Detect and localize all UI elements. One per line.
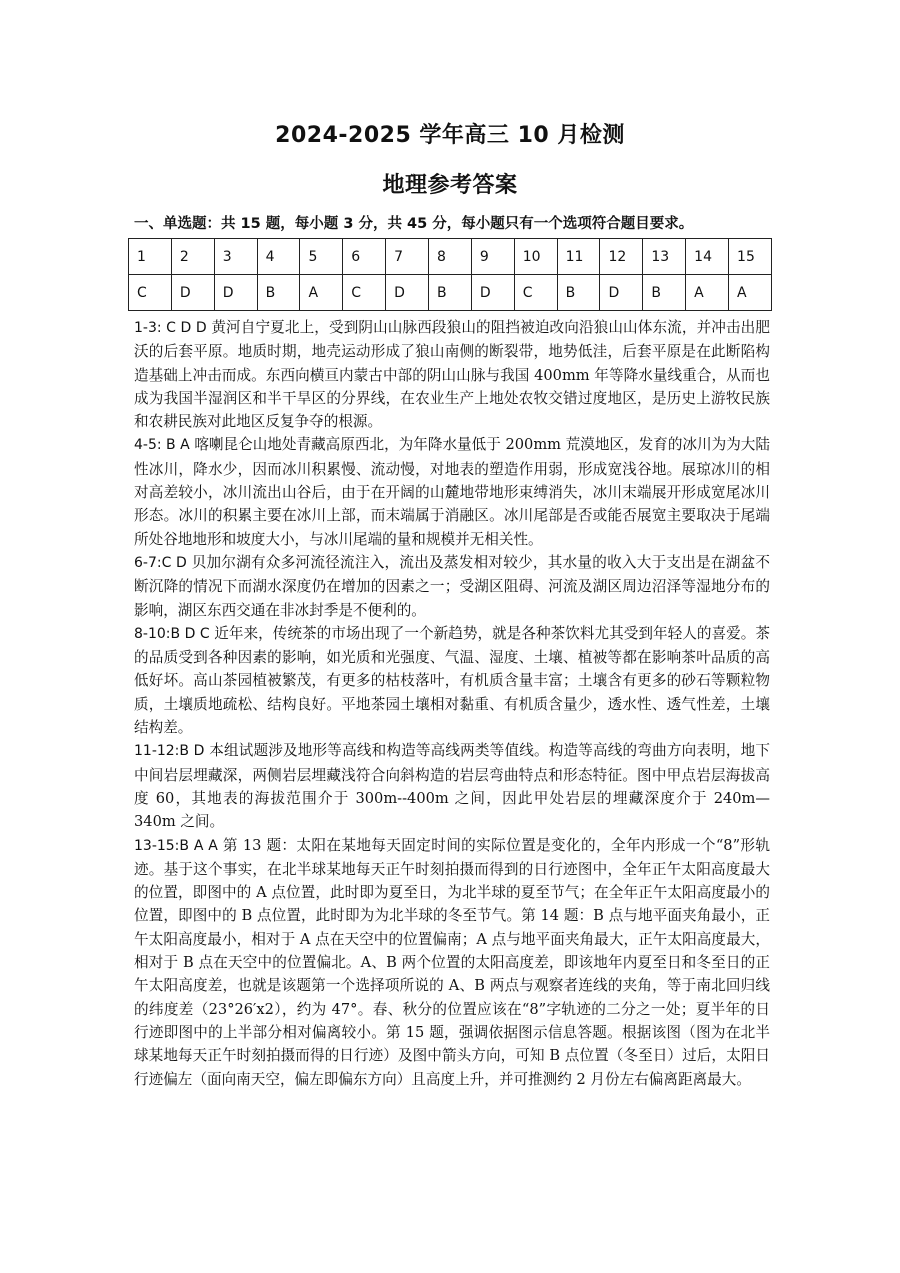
question-number-cell: 11 [557,239,600,275]
section-heading: 一、单选题：共 15 题，每小题 3 分，共 45 分，每小题只有一个选项符合题目要求。 [134,216,694,232]
explanation-text: 本组试题涉及地形等高线和构造等高线两类等值线。构造等高线的弯曲方向表明，地下中间岩层埋藏深，两侧岩层埋藏浅符合向斜构造的岩层弯曲特点和形态特征。图中甲点岩层海拔高度 60，其地表的海拔范围介于 300m--400m 之间，因此甲处岩层的埋藏深度介于 240m—340m 之间。 [134,742,770,831]
document-title: 2024-2025 学年高三 10 月检测 [275,123,625,148]
question-number-cell: 14 [686,239,729,275]
question-number-cell: 12 [600,239,643,275]
answer-cell: D [600,275,643,311]
question-range-label: 1-3: C D D [134,320,207,336]
explanation-paragraph [134,551,770,622]
question-number-cell: 13 [643,239,686,275]
answer-cell: B [429,275,472,311]
question-range-label: 11-12:B D [134,743,205,760]
question-range-label: 13-15:B A A [134,837,218,854]
answer-cell: D [214,275,257,311]
question-range-label: 8-10:B D C [134,625,210,642]
answer-cell: A [686,275,729,311]
explanation-text: 喀喇昆仑山地处青藏高原西北，为年降水量低于 200mm 荒漠地区，发育的冰川为为大陆性冰川，降水少，因而冰川积累慢、流动慢，对地表的塑造作用弱，形成宽浅谷地。展琼冰川的相对高差较小，冰川流出山谷后，由于在开阔的山麓地带地形束缚消失，冰川末端展开形成宽尾冰川形态。冰川的积累主要在冰川上部，而末端属于消融区。冰川尾部是否或能否展宽主要取决于尾端所处谷地地形和坡度大小，与冰川尾端的量和规模并无相关性。 [134,436,770,548]
explanation-text: 贝加尔湖有众多河流径流注入，流出及蒸发相对较少，其水量的收入大于支出是在湖盆不断沉降的情况下而湖水深度仍在增加的因素之一；受湖区阻碍、河流及湖区周边沼泽等湿地分布的影响，湖区东西交通在非冰封季是不便利的。 [134,553,770,619]
question-number-cell: 4 [257,239,300,275]
question-number-cell: 1 [129,239,172,275]
explanation-text: 近年来，传统茶的市场出现了一个新趋势，就是各种茶饮料尤其受到年轻人的喜爱。茶的品质受到各种因素的影响，如光质和光强度、气温、湿度、土壤、植被等都在影响茶叶品质的高低好坏。高山茶园植被繁茂，有更多的枯枝落叶，有机质含量丰富；土壤含有更多的砂石等颗粒物质，土壤质地疏松、结构良好。平地茶园土壤相对黏重、有机质含量少，透水性、透气性差，土壤结构差。 [134,624,770,737]
explanation-paragraph [134,834,770,1091]
question-number-cell: 3 [214,239,257,275]
answer-cell: C [343,275,386,311]
answer-cell: C [514,275,557,311]
explanation-paragraph [134,316,770,433]
question-number-cell: 5 [300,239,343,275]
explanation-paragraph [134,739,770,833]
question-number-cell: 9 [471,239,514,275]
answer-cell: D [386,275,429,311]
explanation-text: 黄河自宁夏北上，受到阴山山脉西段狼山的阻挡被迫改向沿狼山山体东流，并冲击出肥沃的后套平原。地质时期，地壳运动形成了狼山南侧的断裂带，地势低洼，后套平原是在此断陷构造基础上冲击而成。东西向横亘内蒙古中部的阴山山脉与我国 400mm 年等降水量线重合，从而也成为我国半湿润区和半干旱区的分界线，在农业生产上地处农牧交错过度地区，是历史上游牧民族和农耕民族对此地区反复争夺的根源。 [134,319,770,431]
answer-cell: A [729,275,772,311]
explanation-paragraph [134,622,770,739]
question-number-cell: 7 [386,239,429,275]
answer-table [128,238,772,311]
question-number-cell: 2 [171,239,214,275]
answer-cell: B [257,275,300,311]
answer-cell: C [129,275,172,311]
document-subtitle: 地理参考答案 [382,173,518,198]
answer-cell: B [557,275,600,311]
question-range-label: 6-7:C D [134,554,187,571]
question-number-cell: 10 [514,239,557,275]
question-range-label: 4-5: B A [134,437,190,454]
answer-cell: D [171,275,214,311]
answer-cell: A [300,275,343,311]
explanation-text: 第 13 题：太阳在某地每天固定时间的实际位置是变化的，全年内形成一个“8”形轨迹。基于这个事实，在北半球某地每天正午时刻拍摄而得到的日行迹图中，全年正午太阳高度最大的位置，即图中的 A 点位置，此时即为夏至日，为北半球的夏至节气；在全年正午太阳高度最小的位置，即图中的 B 点位置，此时即为为北半球的冬至节气。第 14 题：B 点与地平面夹角最小，正午太阳高度最小，相对于 A 点在天空中的位置偏南；A 点与地平面夹角最大，正午太阳高度最大，相对于 B 点在天空中的位置偏北。A、B 两个位置的太阳高度差，即该地年内夏至日和冬至日的正午太阳高度差，也就是该题第一个选择项所说的 A、B 两点与观察者连线的夹角，等于南北回归线的纬度差（23°26′x2），约为 47°。春、秋分的位置应该在“8”字轨迹的二分之一处；夏半年的日行迹即图中的上半部分相对偏离较小。第 15 题，强调依据图示信息答题。根据该图（图为在北半球某地每天正午时刻拍摄而得的日行迹）及图中箭头方向，可知 B 点位置（冬至日）过后，太阳日行迹偏左（面向南天空，偏左即偏东方向）且高度上升，并可推测约 2 月份左右偏离距离最大。 [134,836,770,1088]
answer-cell: B [643,275,686,311]
question-number-cell: 6 [343,239,386,275]
question-number-cell: 15 [729,239,772,275]
answer-table-answer-row [129,275,772,311]
question-number-cell: 8 [429,239,472,275]
answer-table-number-row [129,239,772,275]
answer-cell: D [471,275,514,311]
explanation-paragraph [134,433,770,550]
explanations [134,316,770,1091]
